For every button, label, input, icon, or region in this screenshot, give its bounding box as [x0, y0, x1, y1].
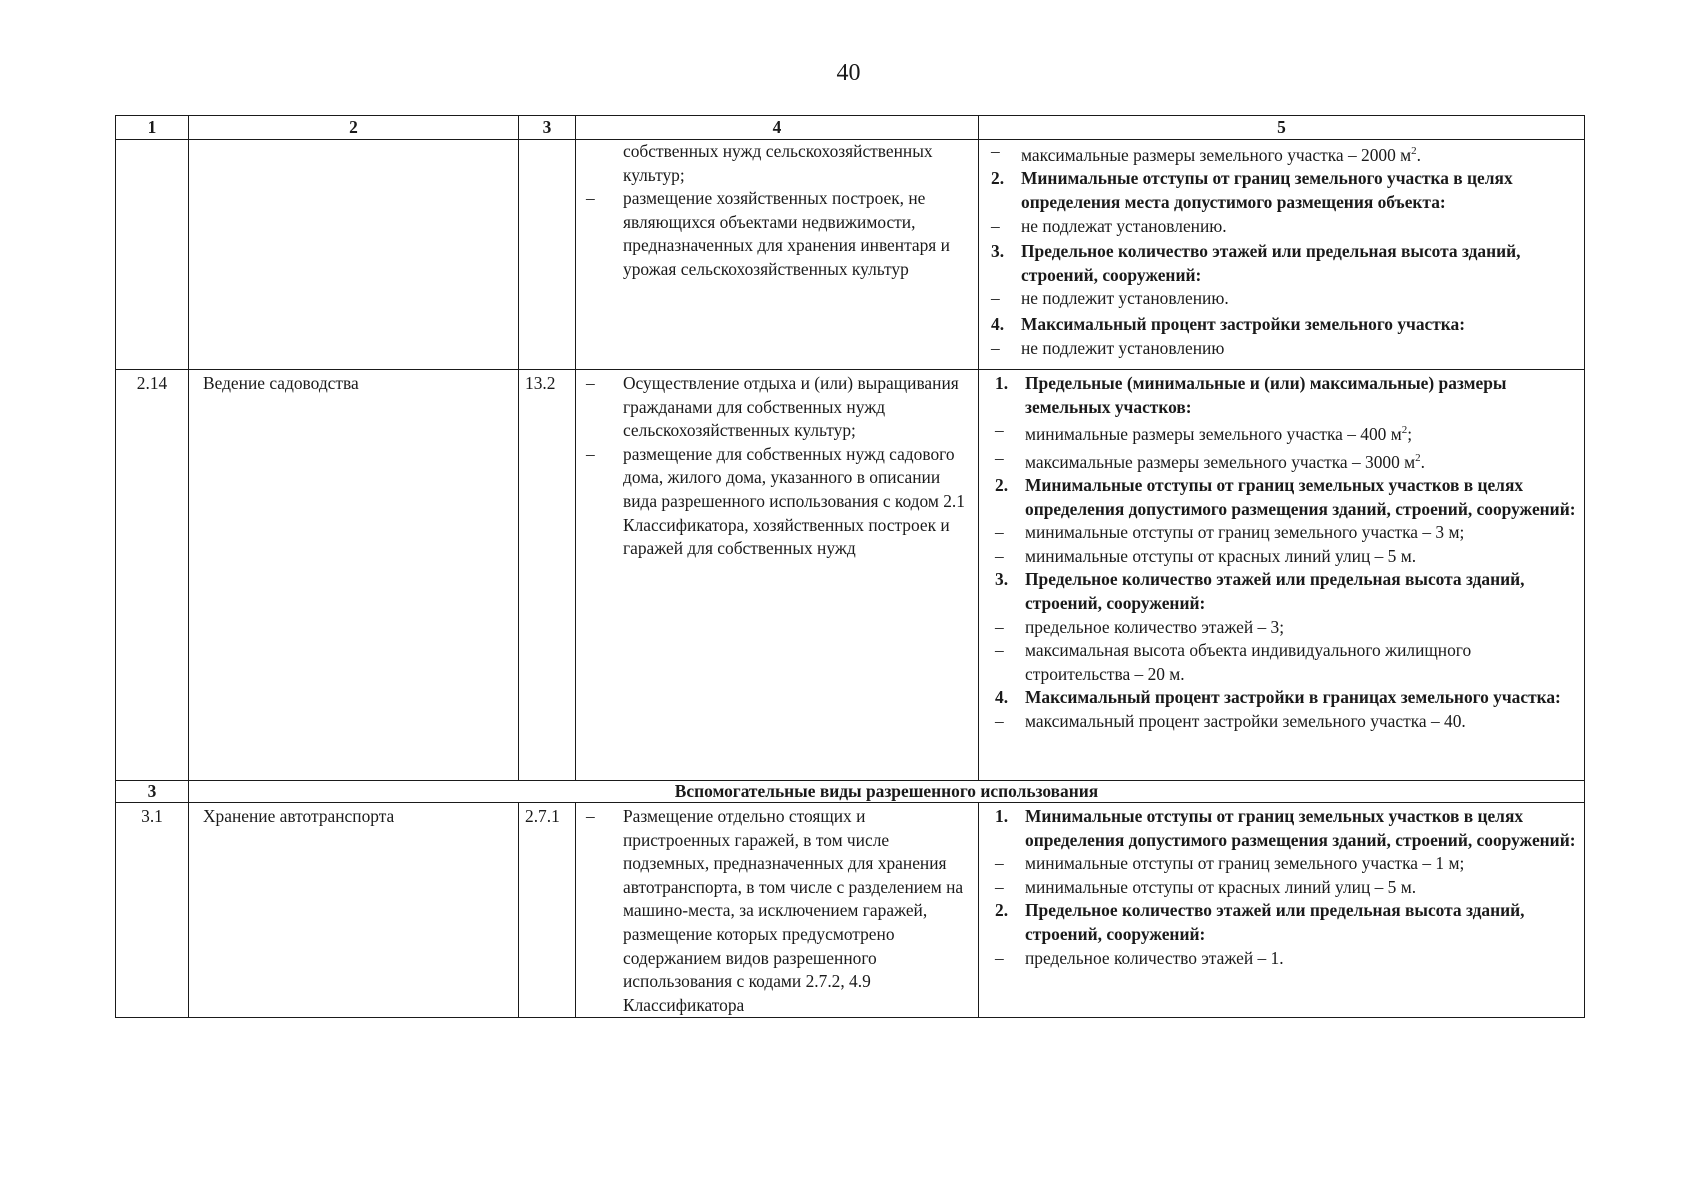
list-item: – размещение хозяйственных построек, не являющихся объектами недвижимости, предназначенных для хранения инвентаря и урожая сельскохозяйственных культур — [586, 187, 970, 281]
column-number-row — [116, 116, 1585, 140]
param-item: – минимальные размеры земельного участка – 400 $м^2$; — [995, 420, 1413, 444]
cell-code: 2.7.1 — [519, 803, 576, 1018]
param-item: – максимальные размеры земельного участка – 2000 $м^2$. — [991, 141, 1421, 165]
column-header-5: 5 — [979, 116, 1585, 140]
param-item: – минимальные отступы от границ земельного участка – 1 м; — [995, 853, 1465, 874]
param-heading: 2. Предельное количество этажей или предельная высота зданий, строений, сооружений: — [995, 900, 1525, 944]
table-row-2-14 — [116, 370, 1585, 781]
column-header-3: 3 — [519, 116, 576, 140]
param-item: – минимальные отступы от границ земельного участка – 3 м; — [995, 522, 1465, 543]
cell-description — [576, 803, 979, 1018]
list-item: – Осуществление отдыха и (или) выращивания гражданами для собственных нужд сельскохозяйственных культур; — [586, 372, 970, 443]
param-item: – предельное количество этажей – 1. — [995, 947, 1284, 968]
param-item: – максимальная высота объекта индивидуального жилищного строительства – 20 м. — [995, 640, 1472, 684]
param-item: – предельное количество этажей – 3; — [995, 616, 1285, 637]
section-number: 3 — [116, 781, 189, 803]
column-header-4: 4 — [576, 116, 979, 140]
dash-marker: – — [586, 188, 595, 209]
cell-name — [189, 140, 519, 370]
cell-num: 2.14 — [116, 370, 189, 781]
cell-name: Ведение садоводства — [189, 370, 519, 781]
param-item: – минимальные отступы от красных линий улиц – 5 м. — [995, 545, 1417, 566]
list-item: – Размещение отдельно стоящих и пристроенных гаражей, в том числе подземных, предназначенных для хранения автотранспорта, в том числе с разделением на машино-места, за исключением гаражей, размещение которых предусмотрено содержанием видов разрешенного использования с кодами 2.7.2, 4.9 Классификатора — [586, 805, 970, 1017]
param-heading: 4. Максимальный процент застройки в границах земельного участка: — [995, 687, 1561, 708]
dash-marker: – — [586, 806, 595, 826]
param-heading: 1. Предельные (минимальные и (или) максимальные) размеры земельных участков: — [995, 373, 1507, 417]
column-header-2: 2 — [189, 116, 519, 140]
param-item: – не подлежат установлению. — [991, 215, 1227, 236]
cell-description — [576, 140, 979, 370]
cell-num: 3.1 — [116, 803, 189, 1018]
land-use-table — [115, 115, 1585, 1018]
param-heading: 3. Предельное количество этажей или предельная высота зданий, строений, сооружений: — [991, 241, 1521, 285]
list-item: – размещение для собственных нужд садового дома, жилого дома, указанного в описании вида разрешенного использования с кодом 2.1 Классификатора, хозяйственных построек и гаражей для собственных нужд — [586, 443, 970, 561]
cell-name: Хранение автотранспорта — [189, 803, 519, 1018]
dash-marker: – — [586, 373, 595, 393]
param-item: – максимальные размеры земельного участка – 3000 $м^2$. — [995, 447, 1425, 472]
dash-marker: – — [586, 443, 595, 464]
param-heading: 2. Минимальные отступы от границ земельных участков в целях определения допустимого размещения зданий, строений, сооружений: — [995, 474, 1576, 519]
cell-code: 13.2 — [519, 370, 576, 781]
param-heading: 1. Минимальные отступы от границ земельных участков в целях определения допустимого размещения зданий, строений, сооружений: — [995, 806, 1576, 850]
section-row — [116, 781, 1585, 803]
param-heading: 4. Максимальный процент застройки земельного участка: — [991, 313, 1466, 334]
cell-parameters — [979, 803, 1585, 1018]
param-item: – максимальный процент застройки земельного участка – 40. — [995, 710, 1466, 731]
table-row-continuation — [116, 140, 1585, 370]
table-row-3-1 — [116, 803, 1585, 1018]
section-title: Вспомогательные виды разрешенного использования — [189, 781, 1585, 803]
cell-code — [519, 140, 576, 370]
cell-parameters — [979, 370, 1585, 781]
list-item: собственных нужд сельскохозяйственных культур; — [623, 141, 933, 185]
param-heading: 3. Предельное количество этажей или предельная высота зданий, строений, сооружений: — [995, 569, 1525, 613]
cell-parameters — [979, 140, 1585, 370]
cell-description — [576, 370, 979, 781]
param-item: – минимальные отступы от красных линий улиц – 5 м. — [995, 876, 1417, 897]
page-number: 40 — [836, 60, 861, 86]
cell-num — [116, 140, 189, 370]
param-heading: 2. Минимальные отступы от границ земельного участка в целях определения места допустимого размещения объекта: — [991, 168, 1513, 212]
param-item: – не подлежит установлению — [991, 337, 1225, 358]
column-header-1: 1 — [116, 116, 189, 140]
param-item: – не подлежит установлению. — [991, 288, 1229, 309]
